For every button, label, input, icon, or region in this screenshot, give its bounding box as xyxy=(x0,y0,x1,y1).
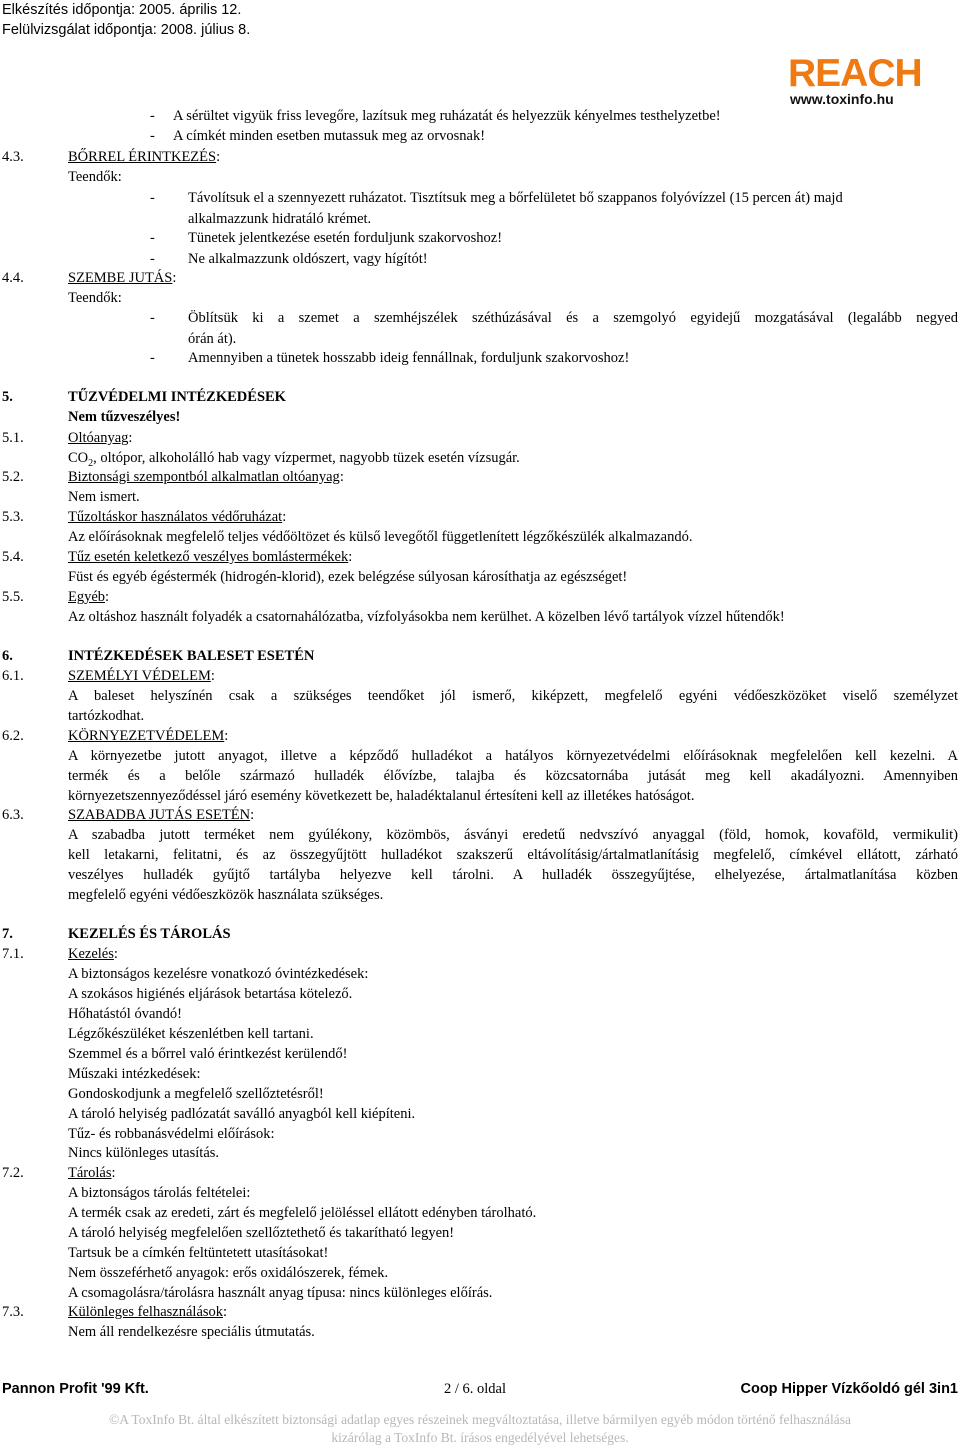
section-title: INTÉZKEDÉSEK BALESET ESETÉN xyxy=(68,648,315,664)
dash: - xyxy=(150,128,155,144)
list-item: Gondoskodjunk a megfelelő szellőztetésről! xyxy=(68,1086,324,1102)
paragraph-line: megfelelő egyéni védőeszközök használata szükséges. xyxy=(68,887,384,903)
section-number: 6. xyxy=(2,648,13,664)
section-number: 5. xyxy=(2,389,13,405)
subsection-heading: Egyéb: xyxy=(68,589,110,605)
list-item: Hőhatástól óvandó! xyxy=(68,1006,182,1022)
paragraph-line: $CO_2$, oltópor, alkoholálló hab vagy vízpermet, nagyobb tüzek esetén vízsugár. xyxy=(68,450,520,469)
list-item: A csomagolásra/tárolásra használt anyag típusa: nincs különleges előírás. xyxy=(68,1285,493,1301)
paragraph-line: A környezetbe jutott anyagot, illetve a képződő hulladékot a hatályos környezetvédelmi előírásoknak megfelelően kell kezelni. A xyxy=(68,748,958,764)
subsection-heading: Oltóanyag: xyxy=(68,430,133,446)
paragraph-line: Nem ismert. xyxy=(68,489,140,505)
logo-url: www.toxinfo.hu xyxy=(790,91,894,107)
list-item: Nem összeférhető anyagok: erős oxidálószerek, fémek. xyxy=(68,1265,389,1281)
list-item: Szemmel és a bőrrel való érintkezést kerülendő! xyxy=(68,1046,348,1062)
list-item: A biztonságos kezelésre vonatkozó óvintézkedések: xyxy=(68,966,369,982)
subsection-heading: SZEMBE JUTÁS: xyxy=(68,270,177,286)
created-date: Elkészítés időpontja: 2005. április 12. xyxy=(2,2,242,18)
bullet-line: alkalmazzunk hidratáló krémet. xyxy=(188,211,372,227)
section-title: TŰZVÉDELMI INTÉZKEDÉSEK xyxy=(68,389,286,405)
bullet-line: Amennyiben a tünetek hosszabb ideig fennállnak, forduljunk szakorvoshoz! xyxy=(188,350,630,366)
section-number: 6.3. xyxy=(2,807,24,823)
list-item: A tároló helyiség padlózatát saválló anyagból kell kiépíteni. xyxy=(68,1106,416,1122)
section-number: 5.1. xyxy=(2,430,24,446)
teendok-label: Teendők: xyxy=(68,290,122,306)
section-number: 7.2. xyxy=(2,1165,24,1181)
list-item: A termék csak az eredeti, zárt és megfelelő jelöléssel ellátott edényben tárolható. xyxy=(68,1205,537,1221)
bullet-line: Öblítsük ki a szemet a szemhéjszélek széthúzásával és a szemgolyó egyidejű mozgatásával (legalább negyed xyxy=(188,310,958,326)
subsection-heading: KÖRNYEZETVÉDELEM: xyxy=(68,728,229,744)
section-subtitle: Nem tűzveszélyes! xyxy=(68,409,181,425)
paragraph-line: A baleset helyszínén csak a szükséges teendőket jól ismerő, kiképzett, megfelelő egyéni védőeszközöket viselő személyzet xyxy=(68,688,958,704)
bullet-line: órán át). xyxy=(188,331,237,347)
dash: - xyxy=(150,251,155,267)
section-number: 6.2. xyxy=(2,728,24,744)
subsection-heading: Biztonsági szempontból alkalmatlan oltóanyag: xyxy=(68,469,344,485)
dash: - xyxy=(150,108,155,124)
section-number: 5.2. xyxy=(2,469,24,485)
paragraph-line: Az előírásoknak megfelelő teljes védőöltözet és külső levegőtől függetlenített légzőkészülék alkalmazandó. xyxy=(68,529,693,545)
list-item: Műszaki intézkedések: xyxy=(68,1066,201,1082)
list-item: Légzőkészüléket készenlétben kell tartani. xyxy=(68,1026,314,1042)
paragraph-line: A szabadba jutott terméket nem gyúlékony, közömbös, ásványi eredetű nedvszívó anyaggal (föld, homok, kovaföld, vermikulit) xyxy=(68,827,958,843)
paragraph-line: Füst és egyéb égéstermék (hidrogén-klorid), ezek belégzése súlyosan károsíthatja az egészséget! xyxy=(68,569,628,585)
list-item: Nincs különleges utasítás. xyxy=(68,1145,220,1161)
subsection-heading: Tűzoltáskor használatos védőruházat: xyxy=(68,509,287,525)
section-number: 4.4. xyxy=(2,270,24,286)
footer-product: Coop Hipper Vízkőoldó gél 3in1 xyxy=(740,1381,958,1397)
paragraph-line: Nem áll rendelkezésre speciális útmutatás. xyxy=(68,1324,315,1340)
section-number: 5.3. xyxy=(2,509,24,525)
copyright-line: kizárólag a ToxInfo Bt. írásos engedélyével lehetséges. xyxy=(331,1430,629,1445)
paragraph-line: környezetszennyeződéssel járó esemény következett be, haladéktalanul értesíteni kell az illetékes hatóságot. xyxy=(68,788,695,804)
subsection-heading: SZEMÉLYI VÉDELEM: xyxy=(68,668,215,684)
revised-date: Felülvizsgálat időpontja: 2008. július 8. xyxy=(2,22,251,38)
subsection-heading: BŐRREL ÉRINTKEZÉS: xyxy=(68,149,221,165)
section-number: 4.3. xyxy=(2,149,24,165)
subsection-heading: Különleges felhasználások: xyxy=(68,1304,228,1320)
bullet-line: A sérültet vigyük friss levegőre, lazítsuk meg ruházatát és helyezzük kényelmes testhelyzetbe! xyxy=(173,108,721,124)
subsection-heading: Tárolás: xyxy=(68,1165,116,1181)
section-title: KEZELÉS ÉS TÁROLÁS xyxy=(68,926,231,942)
list-item: A tároló helyiség megfelelően szellőztethető és takarítható legyen! xyxy=(68,1225,455,1241)
list-item: A biztonságos tárolás feltételei: xyxy=(68,1185,251,1201)
dash: - xyxy=(150,230,155,246)
copyright-line: ©A ToxInfo Bt. által elkészített biztonsági adatlap egyes részeinek megváltoztatása, illetve bármilyen egyéb módon történő felhasználása xyxy=(109,1412,851,1427)
paragraph-line: tartózkodhat. xyxy=(68,708,145,724)
footer-page-number: 2 / 6. oldal xyxy=(444,1381,507,1397)
bullet-line: Ne alkalmazzunk oldószert, vagy hígítót! xyxy=(188,251,428,267)
section-number: 7.3. xyxy=(2,1304,24,1320)
paragraph-line: kell letakarni, felitatni, és az összegyűjtött hulladékot szakszerű eltávolításig/ártalmatlanításig megfelelő, címkével ellátott, zárható xyxy=(68,847,958,863)
bullet-line: Tünetek jelentkezése esetén forduljunk szakorvoshoz! xyxy=(188,230,503,246)
list-item: Tűz- és robbanásvédelmi előírások: xyxy=(68,1126,275,1142)
list-item: A szokásos higiénés eljárások betartása kötelező. xyxy=(68,986,353,1002)
subsection-heading: SZABADBA JUTÁS ESETÉN: xyxy=(68,807,255,823)
paragraph-line: Az oltáshoz használt folyadék a csatornahálózatba, vízfolyásokba nem kerülhet. A közelben lévő tartályok vízzel hűtendők! xyxy=(68,609,785,625)
section-number: 7. xyxy=(2,926,13,942)
dash: - xyxy=(150,310,155,326)
subsection-heading: Tűz esetén keletkező veszélyes bomlástermékek: xyxy=(68,549,353,565)
bullet-line: Távolítsuk el a szennyezett ruházatot. Tisztítsuk meg a bőrfelületet bő szappanos folyóvízzel (15 percen át) majd xyxy=(188,190,843,206)
section-number: 5.5. xyxy=(2,589,24,605)
logo-wordmark: REACH xyxy=(788,52,922,95)
teendok-label: Teendők: xyxy=(68,169,122,185)
section-number: 6.1. xyxy=(2,668,24,684)
dash: - xyxy=(150,350,155,366)
reach-logo xyxy=(784,52,934,110)
subsection-heading: Kezelés: xyxy=(68,946,118,962)
footer-company: Pannon Profit '99 Kft. xyxy=(2,1381,149,1397)
list-item: Tartsuk be a címkén feltüntetett utasításokat! xyxy=(68,1245,329,1261)
bullet-line: A címkét minden esetben mutassuk meg az orvosnak! xyxy=(173,128,486,144)
paragraph-line: termék és a belőle származó hulladék élővízbe, talajba és közcsatornába jutását meg kell akadályozni. Amennyiben xyxy=(68,768,958,784)
section-number: 7.1. xyxy=(2,946,24,962)
section-number: 5.4. xyxy=(2,549,24,565)
dash: - xyxy=(150,190,155,206)
paragraph-line: veszélyes hulladék gyűjtő tartályba helyezve kell tárolni. A hulladék összegyűjtése, elhelyezése, ártalmatlanítása közben xyxy=(68,867,958,883)
